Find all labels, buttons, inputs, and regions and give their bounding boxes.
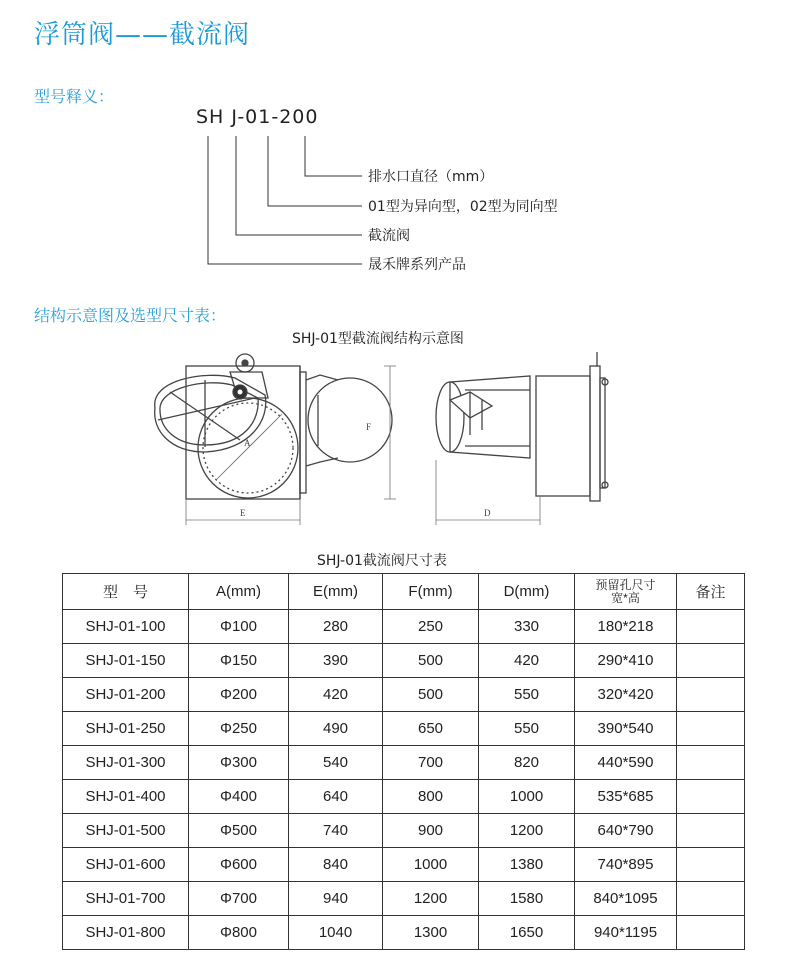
model-code: SH J-01-200 (196, 106, 319, 128)
cell-d: 420 (479, 644, 575, 678)
cell-e: 640 (289, 780, 383, 814)
cell-f: 1200 (383, 882, 479, 916)
cell-f: 650 (383, 712, 479, 746)
cell-hole: 390*540 (575, 712, 677, 746)
cell-a: Φ250 (189, 712, 289, 746)
table-row (63, 610, 745, 644)
cell-hole: 180*218 (575, 610, 677, 644)
header-a: A(mm) (189, 574, 289, 610)
cell-d: 550 (479, 678, 575, 712)
cell-d: 820 (479, 746, 575, 780)
cell-a: Φ500 (189, 814, 289, 848)
cell-a: Φ150 (189, 644, 289, 678)
cell-a: Φ200 (189, 678, 289, 712)
cell-hole: 640*790 (575, 814, 677, 848)
dim-label-a: A (244, 438, 251, 448)
cell-f: 1000 (383, 848, 479, 882)
cell-d: 1650 (479, 916, 575, 950)
cell-model: SHJ-01-500 (63, 814, 189, 848)
header-hole (575, 574, 677, 610)
cell-model: SHJ-01-400 (63, 780, 189, 814)
cell-note (677, 848, 745, 882)
cell-note (677, 678, 745, 712)
table-row (63, 882, 745, 916)
cell-f: 700 (383, 746, 479, 780)
header-d: D(mm) (479, 574, 575, 610)
cell-d: 550 (479, 712, 575, 746)
legend-valve: 截流阀 (368, 228, 410, 244)
dim-label-f: F (366, 422, 372, 432)
dim-label-e: E (240, 508, 246, 518)
cell-e: 280 (289, 610, 383, 644)
cell-hole: 320*420 (575, 678, 677, 712)
cell-hole: 535*685 (575, 780, 677, 814)
dimension-table (62, 573, 745, 950)
cell-d: 1580 (479, 882, 575, 916)
cell-d: 1000 (479, 780, 575, 814)
cell-d: 330 (479, 610, 575, 644)
cell-model: SHJ-01-800 (63, 916, 189, 950)
cell-hole: 740*895 (575, 848, 677, 882)
cell-model: SHJ-01-300 (63, 746, 189, 780)
table-row (63, 678, 745, 712)
legend-brand: 晟禾牌系列产品 (368, 257, 466, 273)
cell-f: 500 (383, 678, 479, 712)
cell-a: Φ700 (189, 882, 289, 916)
cell-e: 940 (289, 882, 383, 916)
cell-note (677, 916, 745, 950)
header-note: 备注 (677, 574, 745, 610)
cell-f: 500 (383, 644, 479, 678)
cell-f: 800 (383, 780, 479, 814)
cell-e: 390 (289, 644, 383, 678)
header-hole-line1: 预留孔尺寸 (595, 577, 656, 592)
cell-note (677, 882, 745, 916)
table-header-row (63, 574, 745, 610)
cell-a: Φ400 (189, 780, 289, 814)
cell-hole: 290*410 (575, 644, 677, 678)
cell-note (677, 610, 745, 644)
cell-note (677, 814, 745, 848)
cell-model: SHJ-01-150 (63, 644, 189, 678)
cell-d: 1380 (479, 848, 575, 882)
cell-e: 420 (289, 678, 383, 712)
cell-model: SHJ-01-100 (63, 610, 189, 644)
cell-a: Φ600 (189, 848, 289, 882)
legend-diameter: 排水口直径（mm） (368, 169, 494, 185)
cell-e: 740 (289, 814, 383, 848)
cell-note (677, 780, 745, 814)
header-hole-line2: 宽*高 (611, 590, 640, 605)
cell-model: SHJ-01-600 (63, 848, 189, 882)
table-row (63, 848, 745, 882)
header-f: F(mm) (383, 574, 479, 610)
cell-hole: 940*1195 (575, 916, 677, 950)
legend-type: 01型为异向型，02型为同向型 (368, 199, 558, 215)
table-row (63, 814, 745, 848)
cell-a: Φ100 (189, 610, 289, 644)
header-e: E(mm) (289, 574, 383, 610)
cell-a: Φ800 (189, 916, 289, 950)
cell-note (677, 712, 745, 746)
cell-a: Φ300 (189, 746, 289, 780)
table-row (63, 746, 745, 780)
cell-note (677, 644, 745, 678)
structure-section-heading: 结构示意图及选型尺寸表： (34, 306, 227, 325)
model-section-heading: 型号释义： (34, 87, 115, 106)
table-row (63, 780, 745, 814)
cell-f: 1300 (383, 916, 479, 950)
cell-f: 250 (383, 610, 479, 644)
cell-e: 840 (289, 848, 383, 882)
cell-model: SHJ-01-700 (63, 882, 189, 916)
cell-f: 900 (383, 814, 479, 848)
page-title: 浮筒阀——截流阀 (34, 20, 251, 50)
cell-hole: 440*590 (575, 746, 677, 780)
cell-d: 1200 (479, 814, 575, 848)
header-model: 型 号 (63, 574, 189, 610)
cell-e: 1040 (289, 916, 383, 950)
cell-model: SHJ-01-200 (63, 678, 189, 712)
cell-model: SHJ-01-250 (63, 712, 189, 746)
table-row (63, 916, 745, 950)
diagram-title: SHJ-01型截流阀结构示意图 (292, 331, 464, 347)
cell-e: 540 (289, 746, 383, 780)
cell-note (677, 746, 745, 780)
cell-e: 490 (289, 712, 383, 746)
table-row (63, 712, 745, 746)
cell-hole: 840*1095 (575, 882, 677, 916)
table-title: SHJ-01截流阀尺寸表 (317, 553, 447, 569)
table-row (63, 644, 745, 678)
dim-label-d: D (484, 508, 491, 518)
